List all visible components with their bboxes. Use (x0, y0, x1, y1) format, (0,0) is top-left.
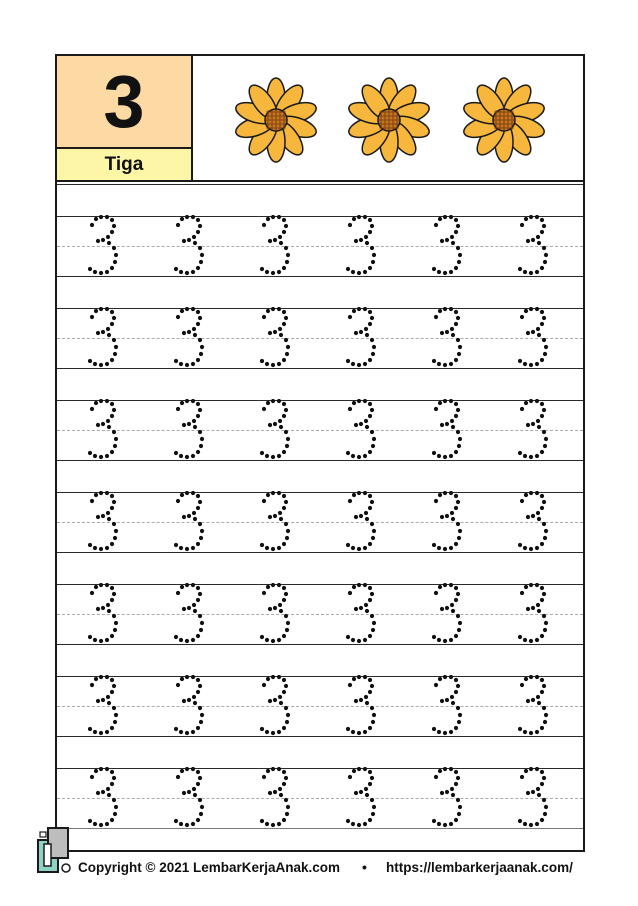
dotted-number-trace[interactable] (426, 307, 466, 371)
number-word: Tiga (104, 153, 144, 175)
writing-guide-line (57, 552, 583, 553)
dotted-number-trace[interactable] (82, 491, 122, 555)
dotted-number-trace[interactable] (168, 399, 208, 463)
dotted-number-trace[interactable] (82, 675, 122, 739)
dotted-number-trace[interactable] (254, 307, 294, 371)
writing-guide-line (57, 184, 583, 185)
dotted-number-trace[interactable] (168, 307, 208, 371)
midline-guide (57, 246, 583, 247)
midline-guide (57, 338, 583, 339)
dotted-number-trace[interactable] (168, 215, 208, 279)
dotted-number-trace[interactable] (82, 215, 122, 279)
sunflower-icon (344, 75, 434, 165)
midline-guide (57, 798, 583, 799)
dotted-number-trace[interactable] (168, 491, 208, 555)
writing-guide-line (57, 768, 583, 769)
worksheet-header (57, 56, 583, 182)
midline-guide (57, 522, 583, 523)
dotted-number-trace[interactable] (426, 399, 466, 463)
writing-guide-line (57, 584, 583, 585)
dotted-number-trace[interactable] (512, 399, 552, 463)
writing-guide-line (57, 676, 583, 677)
writing-guide-line (57, 460, 583, 461)
dotted-number-trace[interactable] (512, 215, 552, 279)
big-numeral: 3 (103, 59, 145, 143)
dotted-number-trace[interactable] (82, 583, 122, 647)
sunflower-icon (231, 75, 321, 165)
dotted-number-trace[interactable] (340, 491, 380, 555)
dotted-number-trace[interactable] (512, 767, 552, 831)
dotted-number-trace[interactable] (168, 583, 208, 647)
footer-separator: • (362, 859, 367, 875)
dotted-number-trace[interactable] (254, 675, 294, 739)
dotted-number-trace[interactable] (254, 399, 294, 463)
dotted-number-trace[interactable] (426, 767, 466, 831)
dotted-number-trace[interactable] (82, 307, 122, 371)
sunflower-icon (459, 75, 549, 165)
writing-guide-line (57, 216, 583, 217)
writing-guide-line (57, 368, 583, 369)
dotted-number-trace[interactable] (340, 215, 380, 279)
writing-guide-line (57, 736, 583, 737)
midline-guide (57, 430, 583, 431)
writing-guide-line (57, 644, 583, 645)
copyright-text: Copyright © 2021 LembarKerjaAnak.com (78, 860, 341, 875)
site-url-link[interactable]: https://lembarkerjaanak.com/ (386, 860, 573, 875)
dotted-number-trace[interactable] (340, 675, 380, 739)
dotted-number-trace[interactable] (340, 767, 380, 831)
midline-guide (57, 706, 583, 707)
dotted-number-trace[interactable] (82, 767, 122, 831)
dotted-number-trace[interactable] (426, 215, 466, 279)
dotted-number-trace[interactable] (168, 767, 208, 831)
dotted-number-trace[interactable] (254, 583, 294, 647)
midline-guide (57, 614, 583, 615)
dotted-number-trace[interactable] (254, 215, 294, 279)
site-logo-icon (36, 826, 72, 874)
dotted-number-trace[interactable] (512, 583, 552, 647)
flower-counting-group (193, 56, 583, 180)
writing-guide-line (57, 308, 583, 309)
writing-guide-line (57, 492, 583, 493)
dotted-number-trace[interactable] (426, 675, 466, 739)
tracing-practice-area (57, 182, 583, 850)
writing-guide-line (57, 400, 583, 401)
dotted-number-trace[interactable] (82, 399, 122, 463)
dotted-number-trace[interactable] (512, 491, 552, 555)
dotted-number-trace[interactable] (426, 491, 466, 555)
dotted-number-trace[interactable] (426, 583, 466, 647)
dotted-number-trace[interactable] (340, 583, 380, 647)
dotted-number-trace[interactable] (168, 675, 208, 739)
writing-guide-line (57, 276, 583, 277)
number-box (57, 56, 193, 180)
number-word-box (57, 149, 191, 180)
dotted-number-trace[interactable] (512, 307, 552, 371)
page-footer (36, 826, 596, 876)
worksheet-frame (55, 54, 585, 852)
number-display (57, 56, 191, 149)
dotted-number-trace[interactable] (340, 399, 380, 463)
dotted-number-trace[interactable] (512, 675, 552, 739)
dotted-number-trace[interactable] (254, 491, 294, 555)
dotted-number-trace[interactable] (254, 767, 294, 831)
dotted-number-trace[interactable] (340, 307, 380, 371)
